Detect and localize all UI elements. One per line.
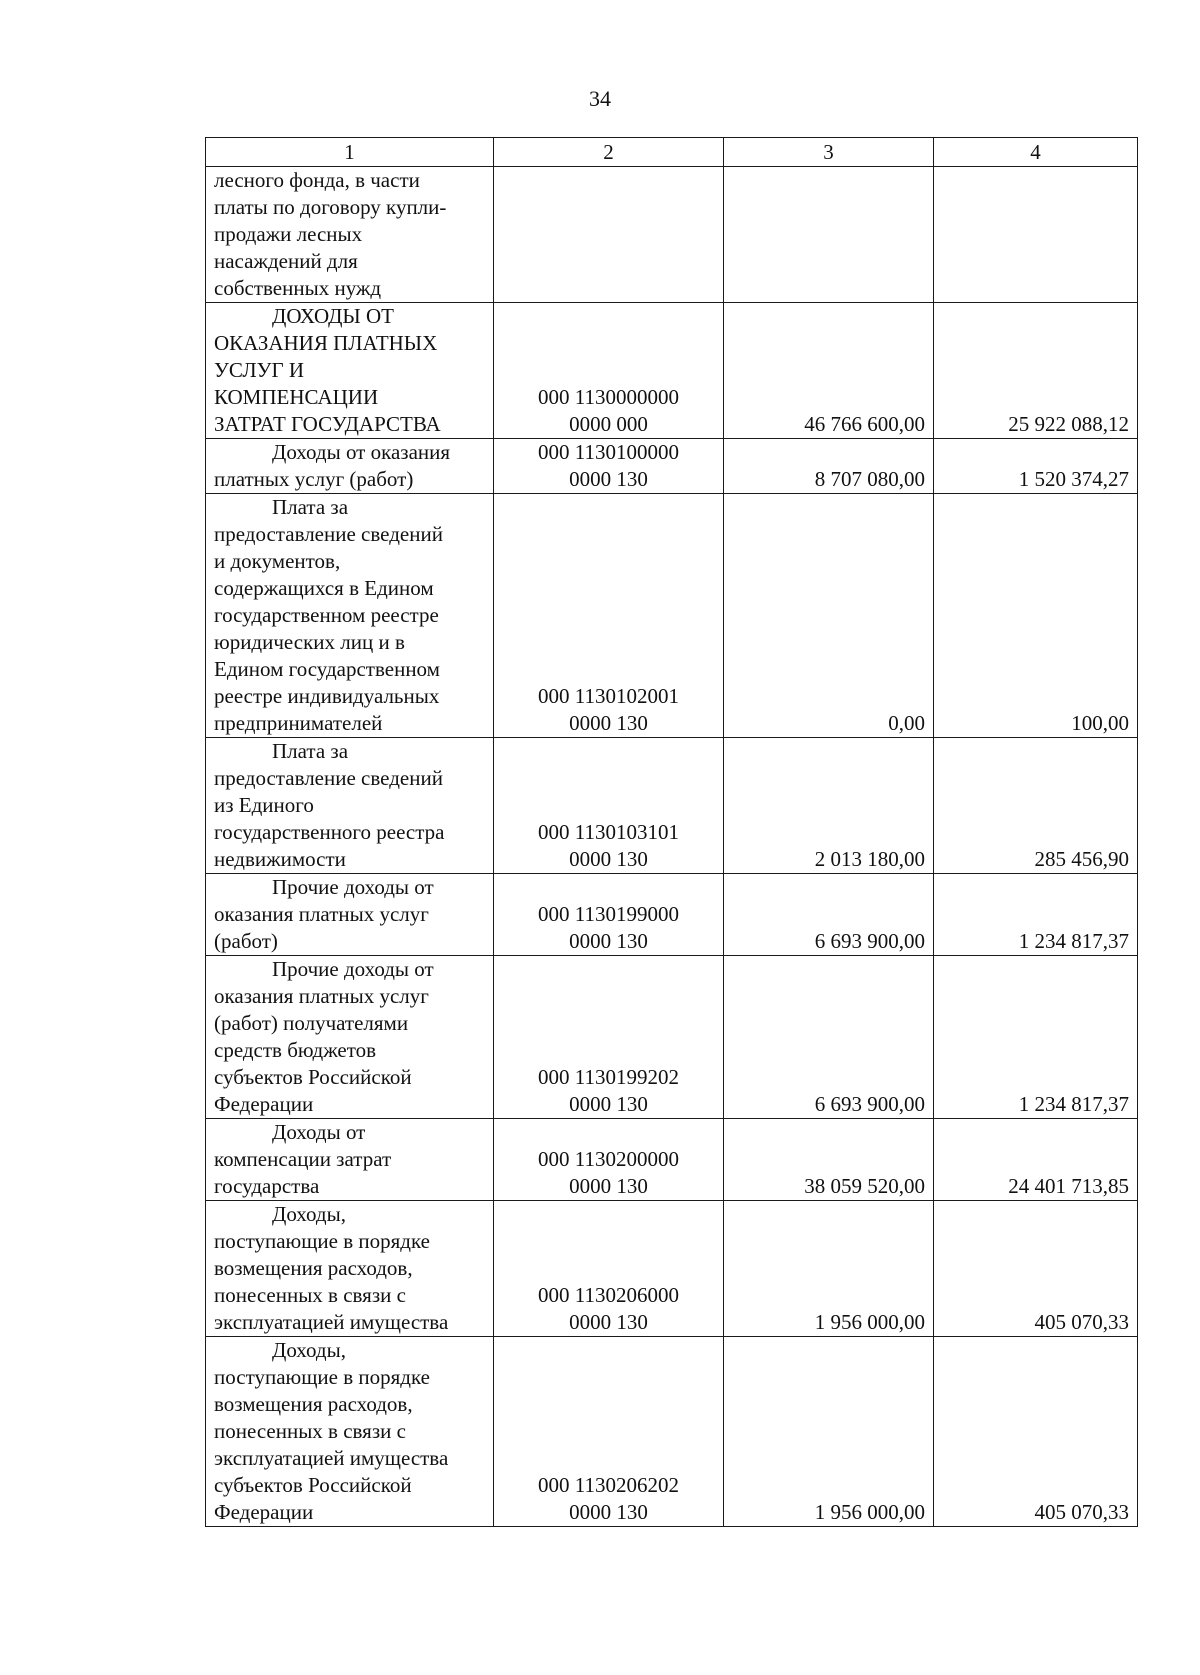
row-name-cell: [206, 439, 494, 494]
row-name-cell: [206, 874, 494, 956]
header-cell-1: 1: [206, 138, 494, 167]
revenue-table: [205, 137, 1138, 1527]
row-code-cell: [494, 874, 724, 956]
row-name-line: компенсации затрат: [214, 1147, 392, 1171]
row-name-cell: [206, 956, 494, 1119]
row-code-line: 0000 130: [569, 467, 648, 491]
row-code-line: 000 1130102001: [538, 684, 679, 708]
row-code-cell: [494, 439, 724, 494]
row-name-line: Доходы от оказания: [272, 440, 451, 464]
row-name-line: лесного фонда, в части: [214, 168, 420, 192]
row-name-line: платы по договору купли-: [214, 195, 447, 219]
row-name-line: оказания платных услуг: [214, 984, 429, 1008]
row-name-cell: [206, 738, 494, 874]
row-planned-cell: 8 707 080,00: [724, 439, 934, 494]
table-row: [206, 1119, 1138, 1201]
row-actual-cell: 285 456,90: [934, 738, 1138, 874]
row-code-line: 0000 130: [569, 1092, 648, 1116]
row-name-line: Едином государственном: [214, 657, 440, 681]
row-name-line: собственных нужд: [214, 276, 382, 300]
row-name-line: Доходы,: [272, 1202, 346, 1226]
row-code-line: 000 1130206000: [538, 1283, 679, 1307]
row-name-line: Прочие доходы от: [272, 957, 434, 981]
row-name-cell: [206, 303, 494, 439]
row-code-cell: [494, 167, 724, 303]
row-name-cell: [206, 1201, 494, 1337]
row-name-line: эксплуатацией имущества: [214, 1310, 449, 1334]
row-name-cell: [206, 1119, 494, 1201]
row-name-line: ЗАТРАТ ГОСУДАРСТВА: [214, 412, 441, 436]
row-name-line: Доходы,: [272, 1338, 346, 1362]
row-actual-cell: 405 070,33: [934, 1337, 1138, 1527]
row-name-line: субъектов Российской: [214, 1065, 412, 1089]
row-name-line: государства: [214, 1174, 320, 1198]
row-name-line: понесенных в связи с: [214, 1419, 406, 1443]
row-name-line: из Единого: [214, 793, 314, 817]
row-code-line: 000 1130206202: [538, 1473, 679, 1497]
row-name-line: реестре индивидуальных: [214, 684, 440, 708]
row-planned-cell: 2 013 180,00: [724, 738, 934, 874]
row-name-line: ДОХОДЫ ОТ: [272, 304, 394, 328]
row-actual-cell: 1 234 817,37: [934, 956, 1138, 1119]
row-name-line: возмещения расходов,: [214, 1256, 413, 1280]
page-number: 34: [589, 86, 611, 111]
row-code-line: 0000 130: [569, 1500, 648, 1524]
row-name-line: поступающие в порядке: [214, 1365, 430, 1389]
row-name-line: эксплуатацией имущества: [214, 1446, 449, 1470]
row-actual-cell: 25 922 088,12: [934, 303, 1138, 439]
row-code-line: 000 1130200000: [538, 1147, 679, 1171]
row-name-line: платных услуг (работ): [214, 467, 414, 491]
row-code-cell: [494, 1119, 724, 1201]
table-row: [206, 303, 1138, 439]
row-name-line: и документов,: [214, 549, 341, 573]
table-header-row: [206, 138, 1138, 167]
row-code-cell: [494, 494, 724, 738]
row-name-line: Федерации: [214, 1500, 314, 1524]
header-cell-3: 3: [724, 138, 934, 167]
row-code-line: 0000 130: [569, 929, 648, 953]
row-name-cell: [206, 1337, 494, 1527]
row-planned-cell: 0,00: [724, 494, 934, 738]
row-name-cell: [206, 494, 494, 738]
row-planned-cell: 1 956 000,00: [724, 1201, 934, 1337]
table-row: [206, 1201, 1138, 1337]
row-code-line: 000 1130000000: [538, 385, 679, 409]
row-name-line: недвижимости: [214, 847, 346, 871]
row-name-line: Доходы от: [272, 1120, 366, 1144]
row-name-line: УСЛУГ И: [214, 358, 305, 382]
row-name-line: Плата за: [272, 739, 349, 763]
row-code-cell: [494, 738, 724, 874]
row-name-line: (работ) получателями: [214, 1011, 409, 1035]
row-name-line: Плата за: [272, 495, 349, 519]
table-row: [206, 494, 1138, 738]
table-row: [206, 874, 1138, 956]
header-cell-2: 2: [494, 138, 724, 167]
header-cell-4: 4: [934, 138, 1138, 167]
row-code-cell: [494, 1337, 724, 1527]
row-code-line: 0000 000: [569, 412, 648, 436]
table-row: [206, 167, 1138, 303]
row-code-line: 000 1130199000: [538, 902, 679, 926]
table-row: [206, 956, 1138, 1119]
row-name-line: Прочие доходы от: [272, 875, 434, 899]
row-code-line: 000 1130103101: [538, 820, 679, 844]
row-actual-cell: 1 520 374,27: [934, 439, 1138, 494]
row-code-cell: [494, 303, 724, 439]
row-name-line: оказания платных услуг: [214, 902, 429, 926]
row-code-line: 000 1130199202: [538, 1065, 679, 1089]
row-name-line: понесенных в связи с: [214, 1283, 406, 1307]
row-name-line: ОКАЗАНИЯ ПЛАТНЫХ: [214, 331, 438, 355]
row-name-line: содержащихся в Едином: [214, 576, 434, 600]
row-actual-cell: 24 401 713,85: [934, 1119, 1138, 1201]
row-name-line: поступающие в порядке: [214, 1229, 430, 1253]
row-name-line: возмещения расходов,: [214, 1392, 413, 1416]
row-name-line: предпринимателей: [214, 711, 383, 735]
row-code-line: 0000 130: [569, 1310, 648, 1334]
row-name-line: насаждений для: [214, 249, 358, 273]
row-planned-cell: 1 956 000,00: [724, 1337, 934, 1527]
row-planned-cell: 6 693 900,00: [724, 874, 934, 956]
row-name-line: субъектов Российской: [214, 1473, 412, 1497]
row-actual-cell: [934, 167, 1138, 303]
row-planned-cell: 38 059 520,00: [724, 1119, 934, 1201]
row-name-line: Федерации: [214, 1092, 314, 1116]
row-code-line: 0000 130: [569, 847, 648, 871]
row-name-line: предоставление сведений: [214, 522, 443, 546]
row-actual-cell: 1 234 817,37: [934, 874, 1138, 956]
row-name-line: средств бюджетов: [214, 1038, 377, 1062]
table-row: [206, 1337, 1138, 1527]
row-code-cell: [494, 956, 724, 1119]
row-name-line: (работ): [214, 929, 278, 953]
row-code-line: 0000 130: [569, 1174, 648, 1198]
row-name-line: предоставление сведений: [214, 766, 443, 790]
table-row: [206, 738, 1138, 874]
row-planned-cell: [724, 167, 934, 303]
row-name-line: продажи лесных: [214, 222, 363, 246]
row-actual-cell: 405 070,33: [934, 1201, 1138, 1337]
row-code-line: 000 1130100000: [538, 440, 679, 464]
row-code-line: 0000 130: [569, 711, 648, 735]
row-code-cell: [494, 1201, 724, 1337]
table-row: [206, 439, 1138, 494]
row-name-cell: [206, 167, 494, 303]
row-planned-cell: 46 766 600,00: [724, 303, 934, 439]
row-planned-cell: 6 693 900,00: [724, 956, 934, 1119]
table-body: [206, 138, 1138, 1527]
row-name-line: юридических лиц и в: [214, 630, 405, 654]
row-name-line: государственного реестра: [214, 820, 445, 844]
row-name-line: государственном реестре: [214, 603, 439, 627]
row-name-line: КОМПЕНСАЦИИ: [214, 385, 379, 409]
row-actual-cell: 100,00: [934, 494, 1138, 738]
